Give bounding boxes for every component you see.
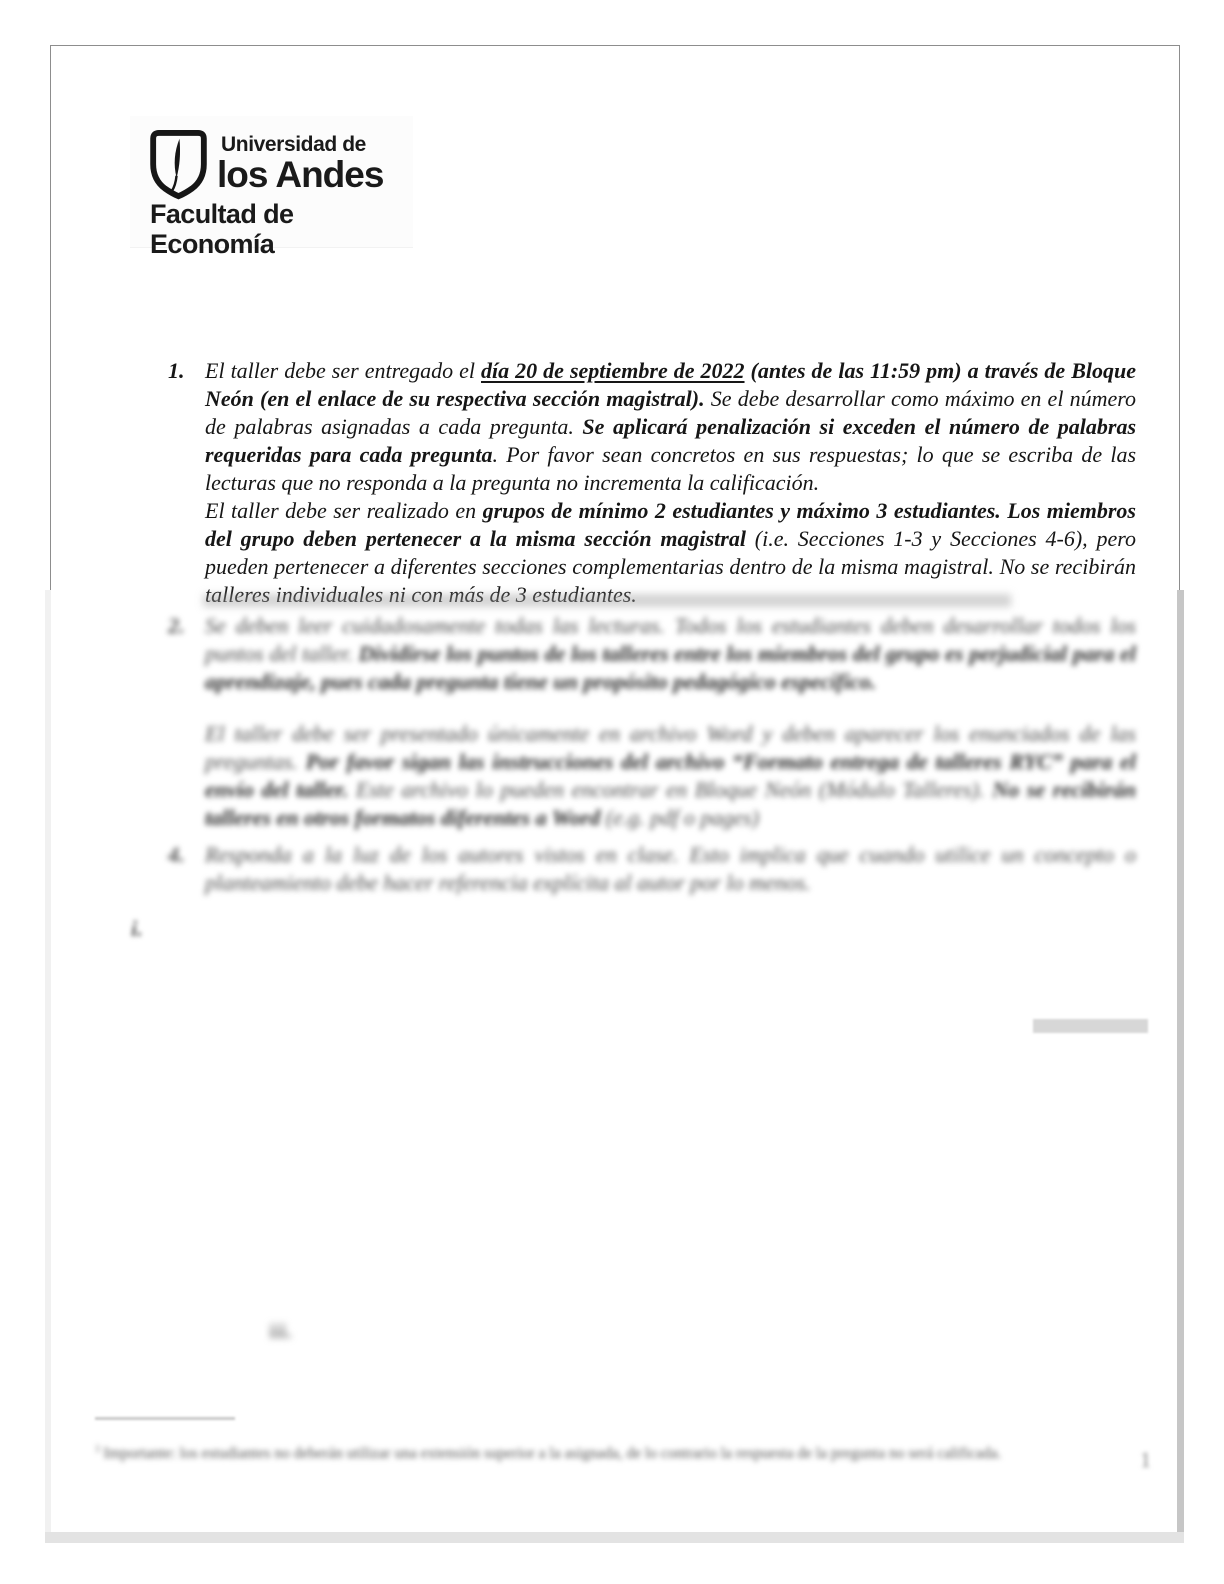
text-segment: Por favor sigan las instrucciones del archivo “Formato entrega de talleres RYC” para el envío del taller. <box>205 749 1136 802</box>
blurred-instruction-item-2 <box>168 612 1143 696</box>
footnote <box>95 1440 1060 1463</box>
list-marker-1: 1. <box>168 358 185 383</box>
text-segment: (e.g. pdf o pages) <box>600 805 760 830</box>
text-segment: grupos de mínimo 2 estudiantes y máximo 3 estudiantes. Los miembros del grupo deben pertenecer a la misma sección magistral <box>205 498 1136 551</box>
redacted-text-bar <box>1033 1019 1148 1033</box>
overlay-edge-right <box>1177 590 1184 1543</box>
text-segment: Se aplicará penalización si exceden el número de palabras requeridas para cada pregunta <box>205 414 1137 467</box>
instructions-list <box>168 357 1137 609</box>
footnote-text: Importante: los estudiantes no deberán utilizar una extensión superior a la asignada, de lo contrario la respuesta de la pregunta no será calificada. <box>103 1445 1002 1463</box>
text-segment: El taller debe ser presentado únicamente en archivo Word y deben aparecer los enunciados de las preguntas. <box>205 721 1136 774</box>
text-segment: . Por favor sean concretos en sus respuestas; lo que se escriba de las lecturas que no responda a la pregunta no incrementa la calificación. <box>205 442 1137 495</box>
text-segment: El taller debe ser realizado en <box>205 498 483 523</box>
text-segment: No se recibirán talleres en otros formatos diferentes a Word <box>205 777 1136 830</box>
list-marker-2: 2. <box>168 613 185 638</box>
text-segment: Dividirse los puntos de los talleres entre los miembros del grupo es perjudicial para el aprendizaje, pues cada pregunta tiene un propósito pedagógico específico. <box>205 641 1136 694</box>
footnote-marker: 1 <box>95 1443 101 1455</box>
blurred-preview-overlay <box>45 590 1184 1543</box>
text-segment: día 20 de septiembre de 2022 <box>481 358 745 383</box>
instruction-1-paragraph-1 <box>205 357 1136 497</box>
university-logo <box>130 116 413 259</box>
page-number: 1 <box>1140 1447 1151 1472</box>
list-marker-4: 4. <box>168 842 185 867</box>
instruction-item-1-body <box>205 357 1136 609</box>
overlay-edge-left <box>45 590 51 1543</box>
instruction-item-1 <box>168 357 1137 609</box>
blur-top-smear <box>203 594 1011 607</box>
blurred-instruction-item-3 <box>205 720 1136 832</box>
text-segment: Se deben leer cuidadosamente todas las lecturas. Todos los estudiantes deben desarrollar todos los puntos del taller. <box>205 613 1136 666</box>
roman-numeral-i: i. <box>131 916 143 941</box>
uniandes-shield-icon <box>149 129 208 205</box>
logo-faculty-name: Facultad de Economía <box>150 199 294 259</box>
blurred-paragraph-4 <box>205 841 1136 897</box>
footnote-separator <box>95 1417 235 1420</box>
blurred-instruction-item-4 <box>168 841 1143 897</box>
overlay-edge-bottom <box>45 1532 1184 1543</box>
text-segment: Se debe desarrollar como máximo en el número de palabras asignadas a cada pregunta. <box>205 386 1136 439</box>
text-segment: Responda a la luz de los autores vistos en clase. Esto implica que cuando utilice un concepto o planteamiento debe hacer referencia explícita al autor por lo menos. <box>205 842 1136 895</box>
text-segment: (i.e. Secciones 1-3 y Secciones 4-6), pero pueden pertenecer a diferentes secciones complementarias dentro de la misma magistral. No se recibirán talleres individuales ni con más de 3 estudiantes. <box>205 526 1136 607</box>
text-segment: (antes de las 11:59 pm) a través de Bloque Neón (en el enlace de su respectiva sección magistral). <box>205 358 1136 411</box>
roman-numeral-iii: iii. <box>269 1319 292 1343</box>
text-segment: Este archivo lo pueden encontrar en Bloque Neón (Módulo Talleres). <box>355 777 993 802</box>
blurred-paragraph-2 <box>205 612 1136 696</box>
logo-university-line2: los Andes <box>217 154 384 195</box>
text-segment: El taller debe ser entregado el <box>205 358 482 383</box>
logo-university-line1: Universidad de <box>221 133 366 156</box>
